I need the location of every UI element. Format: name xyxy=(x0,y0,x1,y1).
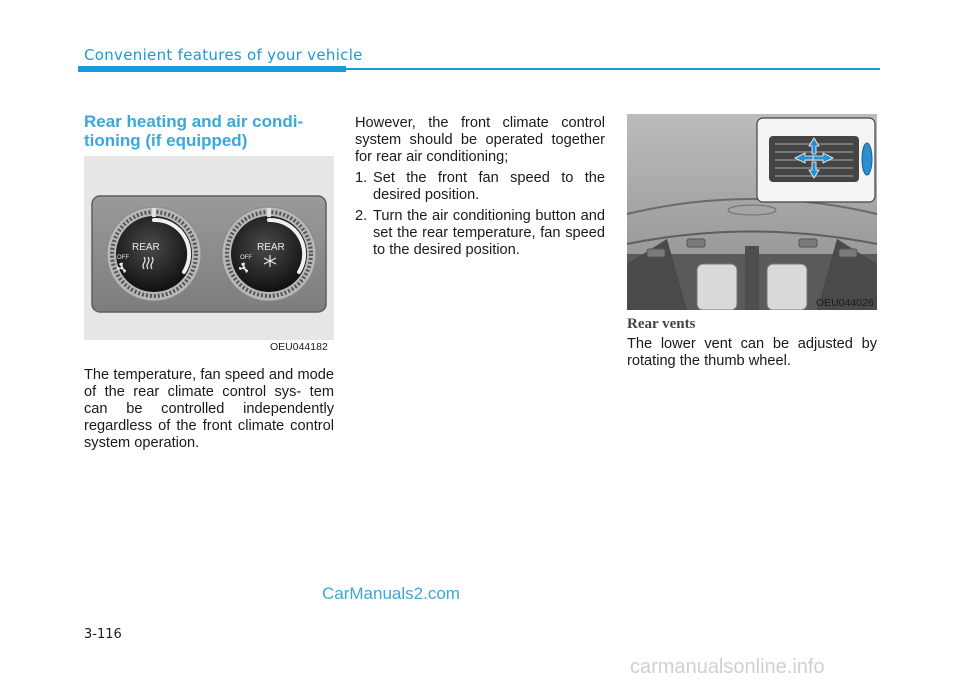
column2-text xyxy=(355,115,605,263)
header-rule-thin xyxy=(346,68,880,70)
list-item xyxy=(355,170,605,204)
step-text: Set the front fan speed to the desired position. xyxy=(373,170,605,203)
rear-vents-illustration xyxy=(627,114,877,310)
left-knob-label: REAR xyxy=(132,242,160,253)
step-number: 1. xyxy=(355,170,368,186)
rear-vents-heading: Rear vents xyxy=(627,316,696,332)
rear-vents-figure xyxy=(627,114,877,310)
list-item xyxy=(355,208,605,259)
front-system-note: However, the front climate control system should be operated together for rear air conditioning; xyxy=(355,115,605,165)
thumb-wheel-icon xyxy=(862,143,872,175)
page-number: 3-116 xyxy=(84,627,122,642)
step-number: 2. xyxy=(355,208,368,224)
step-text: Turn the air conditioning button and set the rear temperature, fan speed to the desired position. xyxy=(373,208,605,258)
steps-list xyxy=(355,170,605,259)
right-rear-knob xyxy=(222,207,316,301)
figure1-caption: OEU044182 xyxy=(270,341,328,353)
vent-callout-inset xyxy=(757,118,875,202)
left-knob-off-label: OFF xyxy=(117,255,129,261)
section-heading: Rear heating and air condi- tioning (if equipped) xyxy=(84,112,304,150)
site-watermark: carmanualsonline.info xyxy=(630,656,825,678)
rear-climate-control-figure xyxy=(84,156,334,340)
figure2-caption: OEU044026 xyxy=(816,297,874,309)
rear-vents-description: The lower vent can be adjusted by rotating the thumb wheel. xyxy=(627,336,877,369)
rear-climate-panel-illustration xyxy=(84,156,334,340)
right-knob-label: REAR xyxy=(257,242,285,253)
right-knob-off-label: OFF xyxy=(240,255,252,261)
rear-climate-description: The temperature, fan speed and mode of the rear climate control sys- tem can be controlled independently regardless of the front climate control system operation. xyxy=(84,367,334,451)
header-rule-thick xyxy=(78,66,346,72)
left-rear-knob xyxy=(107,207,201,301)
chapter-title: Convenient features of your vehicle xyxy=(84,46,363,64)
carmanuals-watermark-link[interactable]: CarManuals2.com xyxy=(322,584,460,603)
